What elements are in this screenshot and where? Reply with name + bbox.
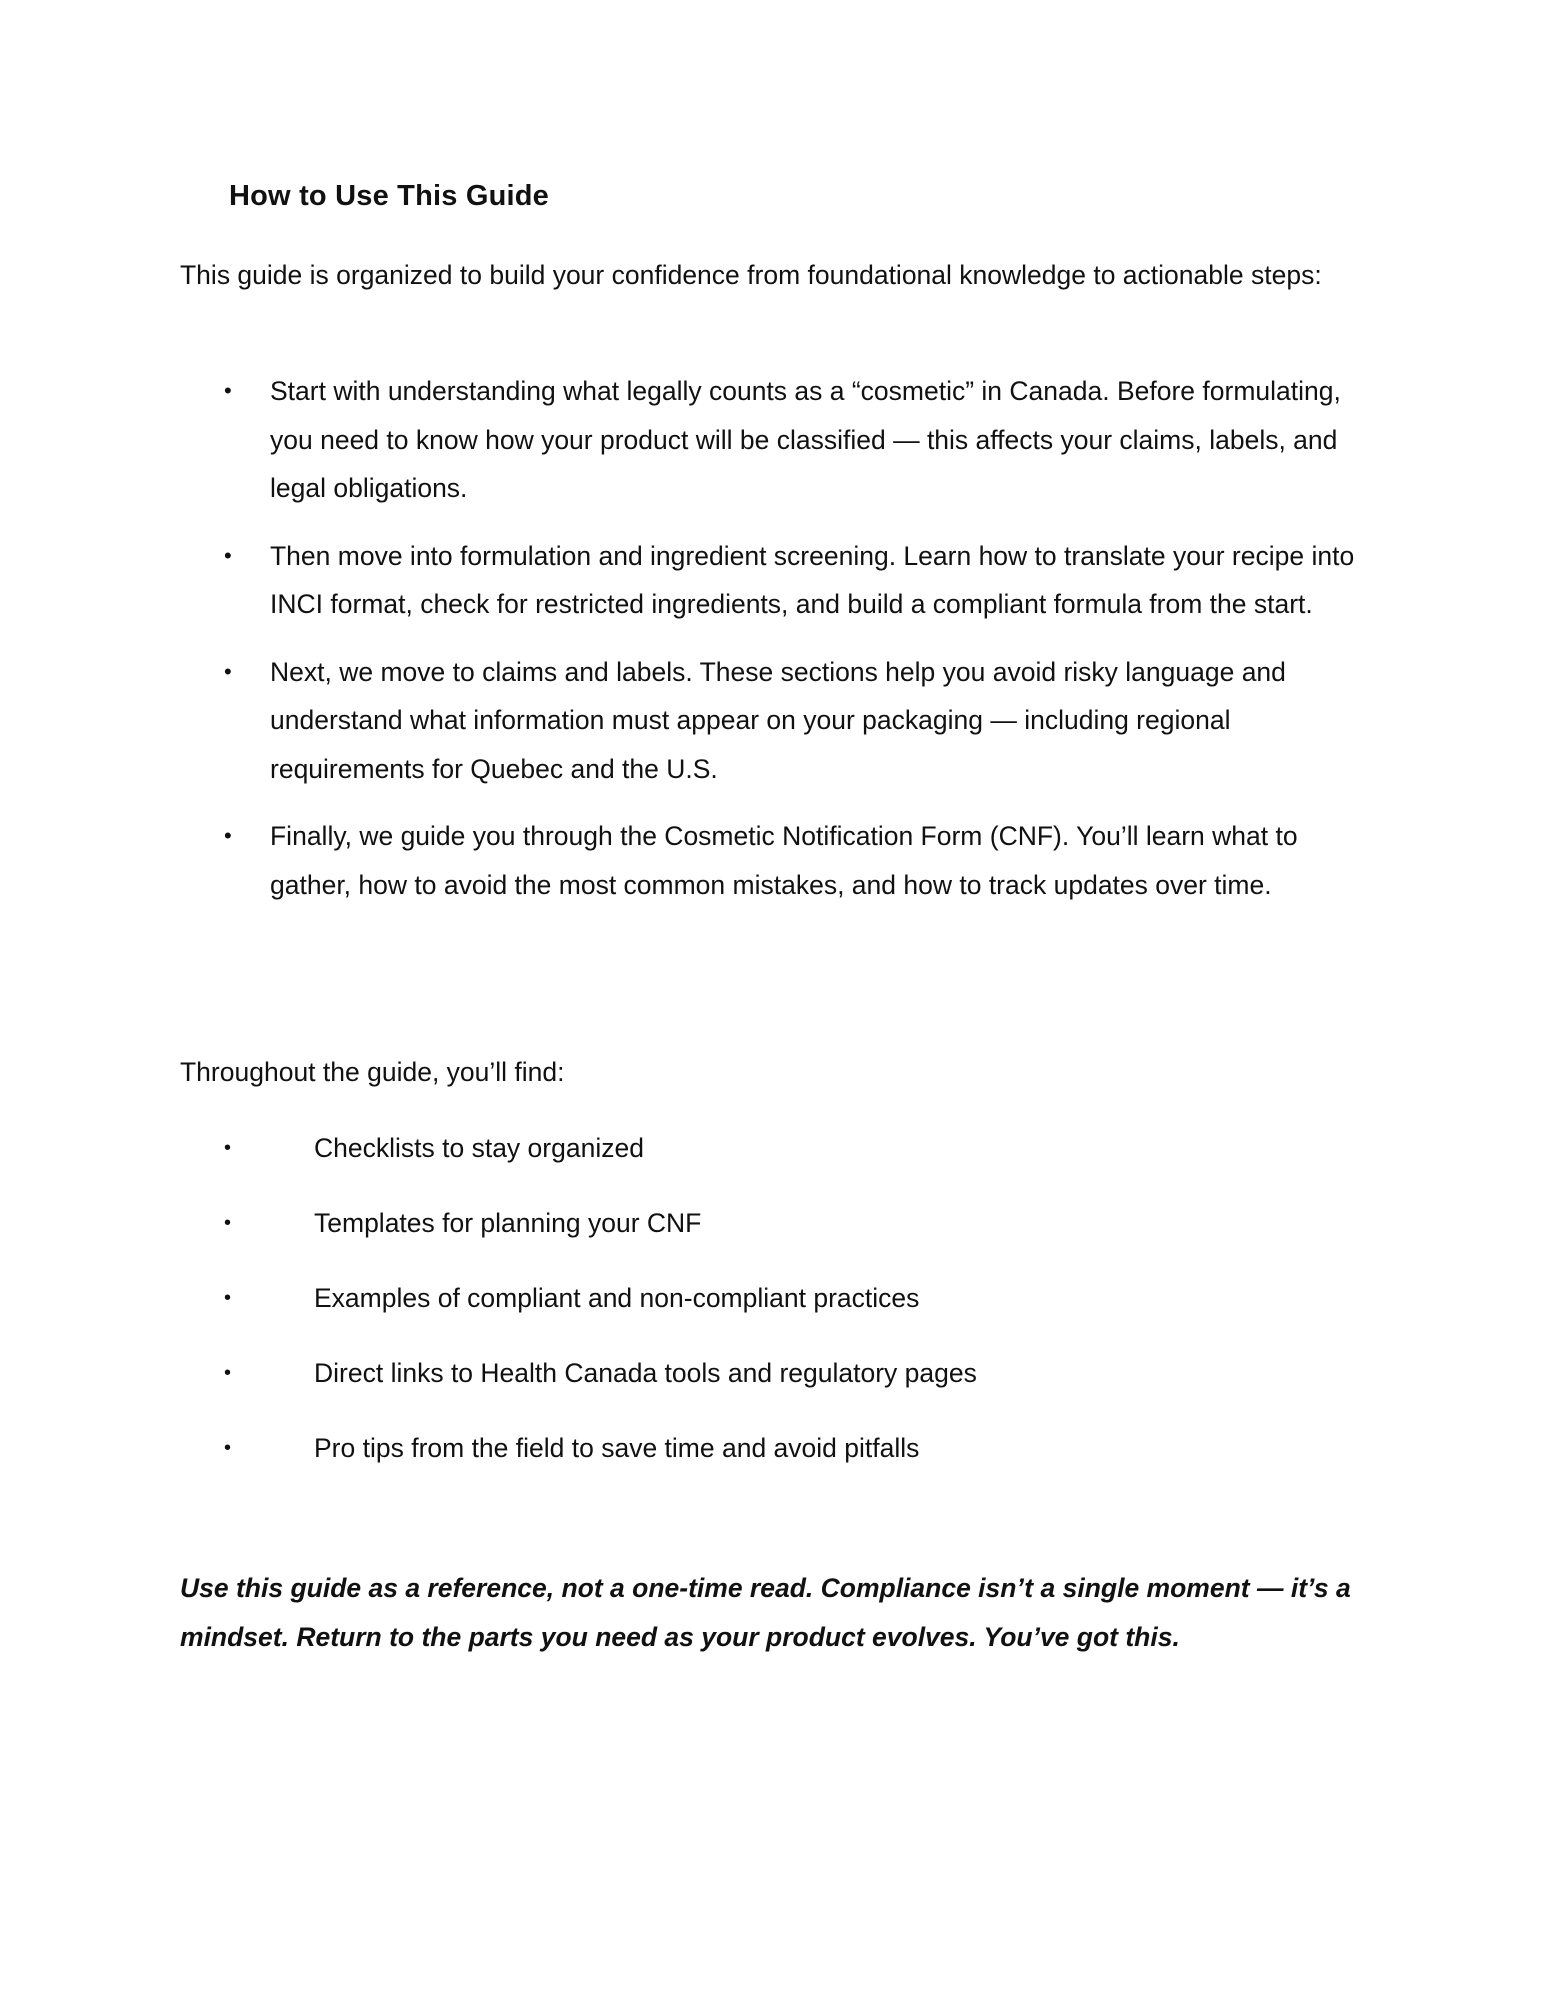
bullet-icon: •: [224, 1137, 232, 1159]
list-item-text: Next, we move to claims and labels. These sections help you avoid risky language and understand what information must appear on your packaging — including regional requirements for Quebec and the U.S.: [270, 656, 1286, 784]
bullet-icon: •: [224, 542, 232, 568]
finds-list: [180, 1124, 1280, 1499]
list-item: [180, 1124, 1280, 1172]
list-item-text: Then move into formulation and ingredient screening. Learn how to translate your recipe into INCI format, check for restricted ingredients, and build a compliant formula from the start.: [270, 540, 1355, 619]
list-item: [180, 532, 1360, 629]
list-item-text: Examples of compliant and non-compliant practices: [314, 1283, 920, 1313]
finds-intro-paragraph: Throughout the guide, you’ll find:: [180, 1057, 565, 1087]
steps-list: [180, 367, 1360, 928]
bullet-icon: •: [224, 1212, 232, 1234]
intro-paragraph: This guide is organized to build your confidence from foundational knowledge to actionable steps:: [180, 260, 1322, 290]
list-item-text: Direct links to Health Canada tools and regulatory pages: [314, 1358, 977, 1388]
bullet-icon: •: [224, 658, 232, 684]
bullet-icon: •: [224, 1287, 232, 1309]
list-item-text: Start with understanding what legally counts as a “cosmetic” in Canada. Before formulating, you need to know how your product will be classified — this affects your claims, labels, and legal obligations.: [270, 376, 1341, 503]
list-item: [180, 1199, 1280, 1247]
bullet-icon: •: [224, 1437, 232, 1459]
list-item-text: Checklists to stay organized: [314, 1133, 644, 1163]
list-item: [180, 1274, 1280, 1322]
section-heading: How to Use This Guide: [229, 180, 549, 212]
list-item: [180, 1349, 1280, 1397]
bullet-icon: •: [224, 378, 232, 403]
list-item: [180, 367, 1360, 513]
list-item-text: Templates for planning your CNF: [314, 1208, 702, 1238]
list-item: [180, 648, 1360, 794]
list-item: [180, 812, 1360, 909]
closing-paragraph: Use this guide as a reference, not a one-time read. Compliance isn’t a single moment — it’s a mindset. Return to the parts you need as your product evolves. You’ve got this.: [180, 1573, 1351, 1652]
list-item-text: Finally, we guide you through the Cosmetic Notification Form (CNF). You’ll learn what to gather, how to avoid the most common mistakes, and how to track updates over time.: [270, 821, 1298, 900]
bullet-icon: •: [224, 1362, 232, 1384]
list-item-text: Pro tips from the field to save time and avoid pitfalls: [314, 1433, 920, 1463]
bullet-icon: •: [224, 823, 232, 848]
list-item: [180, 1424, 1280, 1472]
